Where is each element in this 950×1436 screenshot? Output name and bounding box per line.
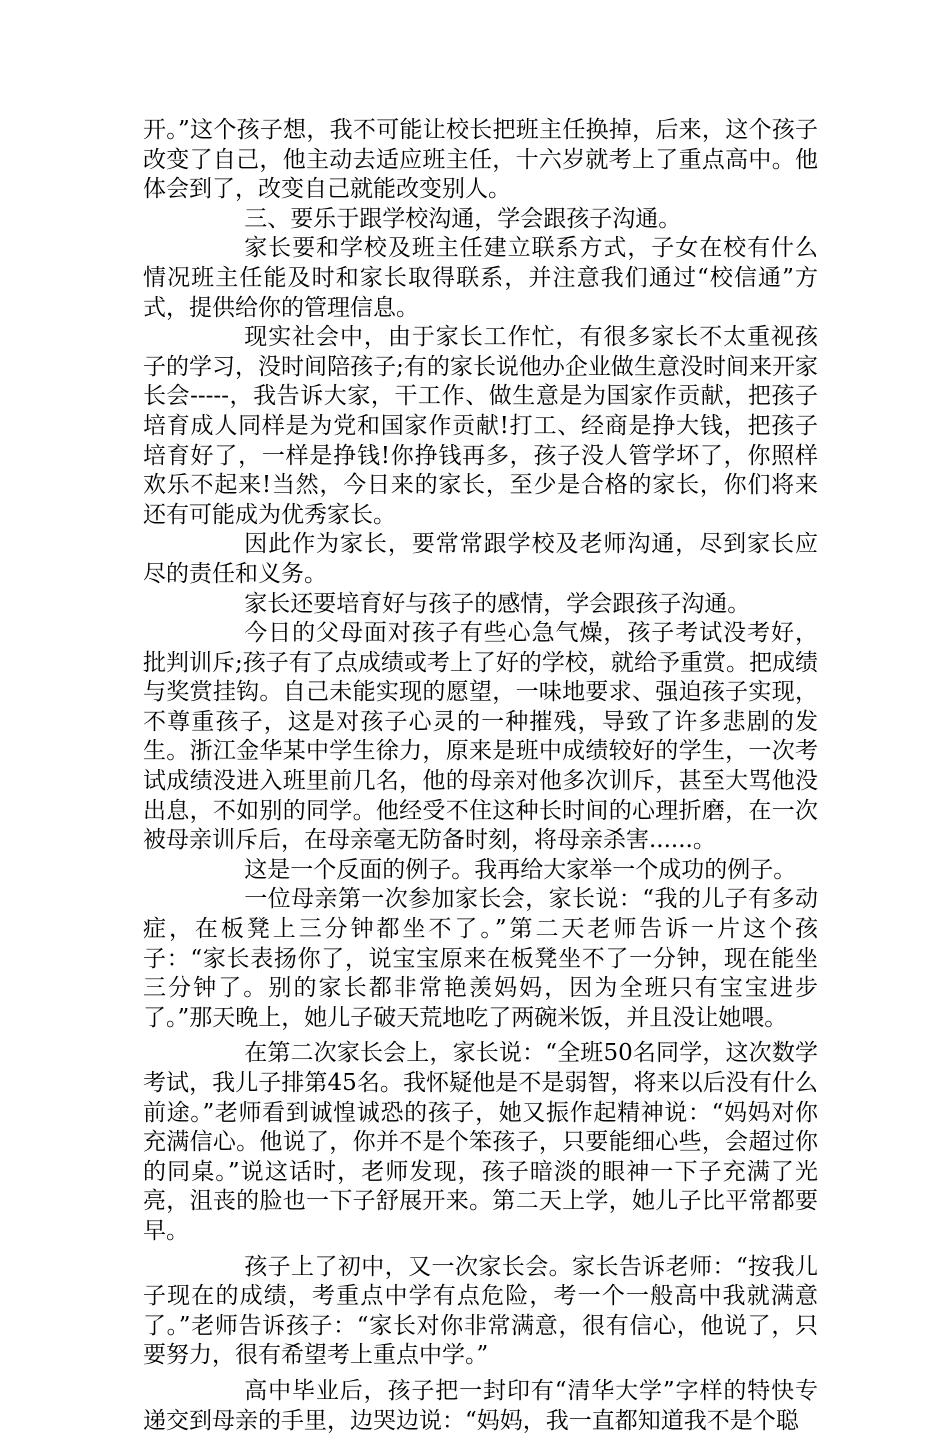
paragraph-continuation: 开。”这个孩子想，我不可能让校长把班主任换掉，后来，这个孩子改变了自己，他主动去适应班主任，十六岁就考上了重点高中。他体会到了，改变自己就能改变别人。 [143,117,818,203]
paragraph: 今日的父母面对孩子有些心急气燥，孩子考试没考好，批判训斥;孩子有了点成绩或考上了好的学校，就给予重赏。把成绩与奖赏挂钩。自己未能实现的愿望，一味地要求、强迫孩子实现，不尊重孩子，这是对孩子心灵的一种摧残，导致了许多悲剧的发生。浙江金华某中学生徐力，原来是班中成绩较好的学生，一次考试成绩没进入班里前几名，他的母亲对他多次训斥，甚至大骂他没出息，不如别的同学。他经受不住这种长时间的心理折磨，在一次被母亲训斥后，在母亲毫无防备时刻，将母亲杀害......。 [143,620,818,854]
paragraph: 高中毕业后，孩子把一封印有“清华大学”字样的特快专递交到母亲的手里，边哭边说：“妈妈，我一直都知道我不是个聪 [143,1377,818,1434]
section-heading: 三、要乐于跟学校沟通，学会跟孩子沟通。 [244,205,682,232]
paragraph: 家长要和学校及班主任建立联系方式，子女在校有什么情况班主任能及时和家长取得联系，并注意我们通过“校信通”方式，提供给你的管理信息。 [143,235,818,321]
paragraph: 一位母亲第一次参加家长会，家长说：“我的儿子有多动症，在板凳上三分钟都坐不了。”第二天老师告诉一片这个孩子：“家长表扬你了，说宝宝原来在板凳坐不了一分钟，现在能坐三分钟了。别的家长都非常艳羡妈妈，因为全班只有宝宝进步了。”那天晚上，她儿子破天荒地吃了两碗米饭，并且没让她喂。 [143,886,818,1031]
paragraph: 现实社会中，由于家长工作忙，有很多家长不太重视孩子的学习，没时间陪孩子;有的家长说他办企业做生意没时间来开家长会-----，我告诉大家，干工作、做生意是为国家作贡献，把孩子培育成人同样是为党和国家作贡献!打工、经商是挣大钱，把孩子培育好了，一样是挣钱!你挣钱再多，孩子没人管学坏了，你照样欢乐不起来!当然，今日来的家长，至少是合格的家长，你们将来还有可能成为优秀家长。 [143,324,818,528]
paragraph: 因此作为家长，要常常跟学校及老师沟通，尽到家长应尽的责任和义务。 [143,531,818,587]
paragraph: 孩子上了初中，又一次家长会。家长告诉老师：“按我儿子现在的成绩，考重点中学有点危险，考一个一般高中我就满意了。”老师告诉孩子：“家长对你非常满意，很有信心，他说了，只要努力，很有希望考上重点中学。” [143,1253,818,1369]
document-page [143,116,818,1436]
paragraph: 这是一个反面的例子。我再给大家举一个成功的例子。 [244,856,797,883]
paragraph: 在第二次家长会上，家长说：“全班50名同学，这次数学考试，我儿子排第45名。我怀疑他是不是弱智，将来以后没有什么前途。”老师看到诚惶诚恐的孩子，她又振作起精神说：“妈妈对你充满信心。他说了，你并不是个笨孩子，只要能细心些，会超过你的同桌。”说这话时，老师发现，孩子暗淡的眼神一下子充满了光亮，沮丧的脸也一下子舒展开来。第二天上学，她儿子比平常都要早。 [143,1040,818,1244]
paragraph: 家长还要培育好与孩子的感情，学会跟孩子沟通。 [244,590,751,617]
